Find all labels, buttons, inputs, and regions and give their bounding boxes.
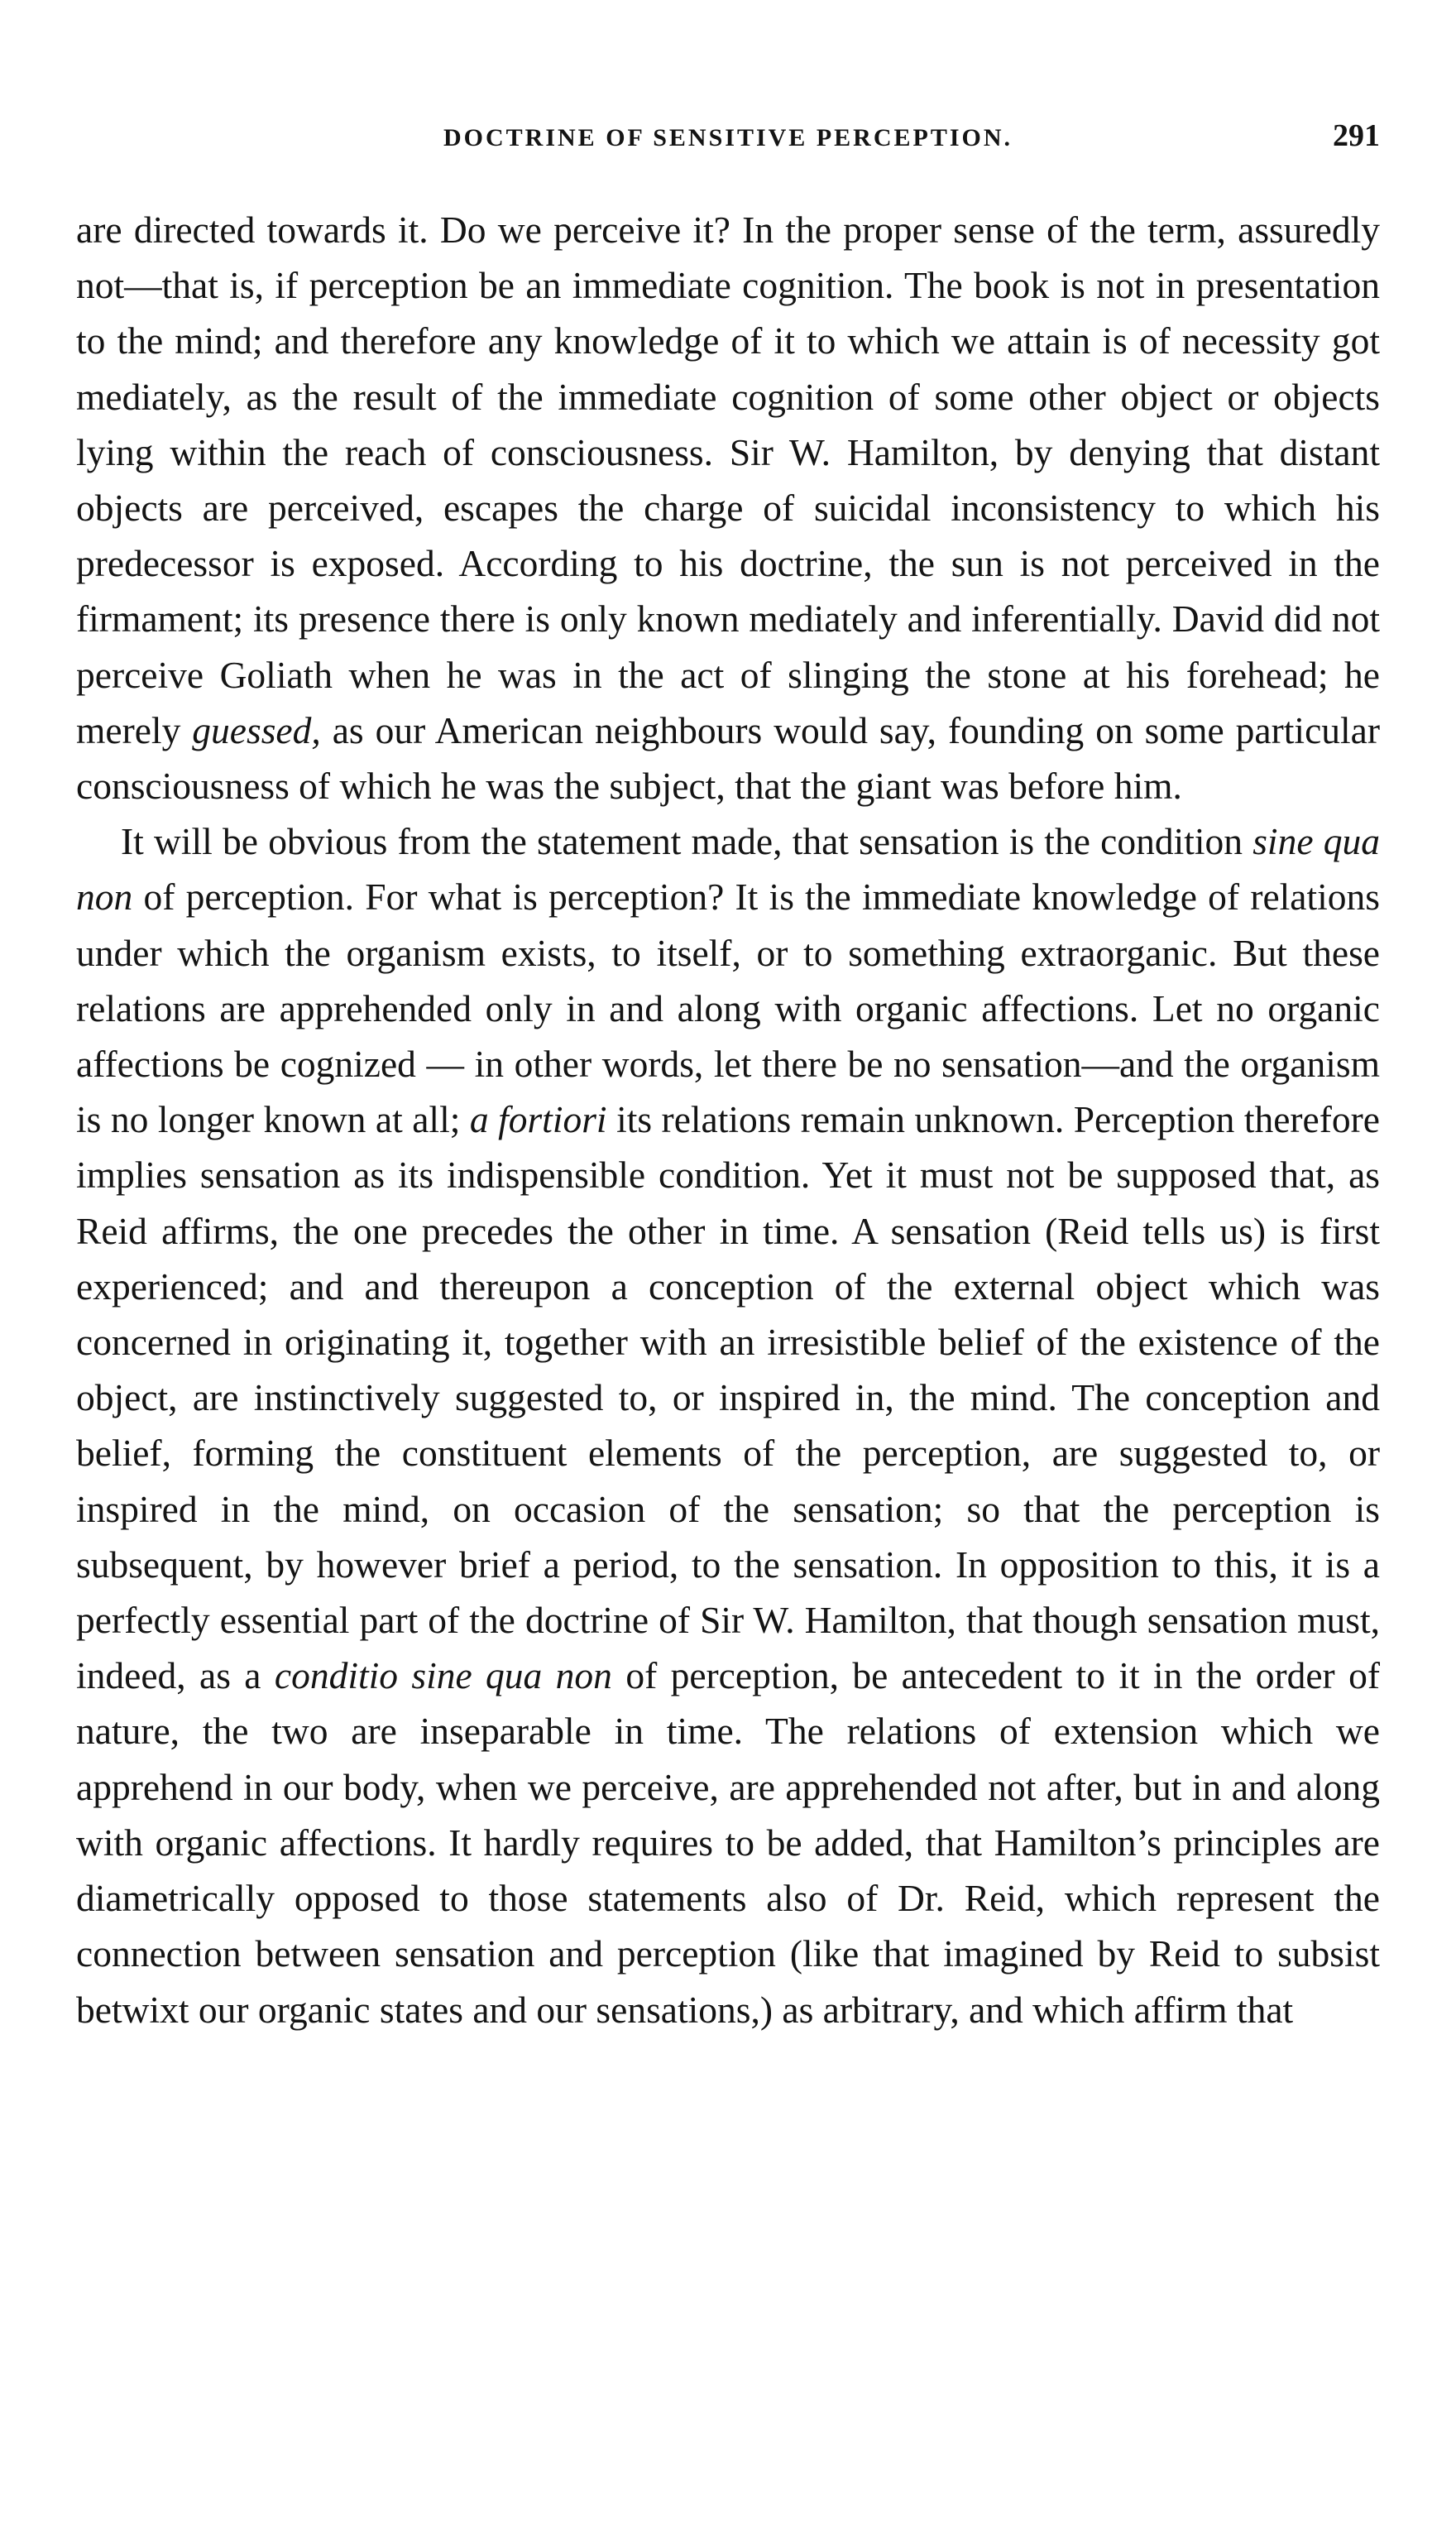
body-text	[76, 202, 1380, 2037]
paragraph-2	[76, 813, 1380, 2037]
paragraph-1-italic-guessed: guessed,	[192, 708, 321, 751]
book-page	[76, 99, 1380, 2491]
paragraph-2-text-3: its relations remain unknown. Perception therefore implies sensation as its indispensible condition. Yet it must not be supposed that, as Reid affirms, the one precedes the other in time. A sensation (Reid tells us) is first experienced; and and thereupon a conception of the external object which was concerned in originating it, together with an irresistible belief of the existence of the object, are instinctively suggested to, or inspired in, the mind. The conception and belief, forming the constituent elements of the perception, are suggested to, or inspired in the mind, on occasion of the sensation; so that the perception is subsequent, by however brief a period, to the sensation. In opposition to this, it is a perfectly essential part of the doctrine of Sir W. Hamilton, that though sensation must, indeed, as a	[76, 1098, 1380, 1697]
paragraph-2-text-2: of perception. For what is perception? It is the immediate knowledge of relations under which the organism exists, to itself, or to something extraorganic. But these relations are apprehended only in and along with organic affections. Let no organic affections be cognized — in other words, let there be no sensation—and the organism is no longer known at all;	[76, 876, 1380, 1141]
paragraph-1-text-2: as our American neighbours would say, founding on some particular consciousness of which he was the subject, that the giant was before him.	[76, 708, 1380, 808]
paragraph-2-italic-sine-qua-non: sine qua non	[76, 820, 1380, 919]
paragraph-2-italic-conditio-sine-qua-non: conditio sine qua non	[274, 1654, 612, 1697]
paragraph-2-text-1: It will be obvious from the statement made, that sensation is the condition	[121, 820, 1253, 863]
running-head	[76, 99, 1380, 174]
paragraph-1	[76, 202, 1380, 813]
paragraph-2-italic-a-fortiori: a fortiori	[469, 1098, 607, 1141]
page-number: 291	[1333, 118, 1380, 153]
paragraph-1-text-1: are directed towards it. Do we perceive it? In the proper sense of the term, assuredly not—that is, if perception be an immediate cognition. The book is not in presentation to the mind; and therefore any knowledge of it to which we attain is of necessity got mediately, as the result of the immediate cognition of some other object or objects lying within the reach of consciousness. Sir W. Hamilton, by denying that distant objects are perceived, escapes the charge of suicidal inconsistency to which his predecessor is exposed. According to his doctrine, the sun is not perceived in the firmament; its presence there is only known mediately and inferentially. David did not perceive Goliath when he was in the act of slinging the stone at his forehead; he merely	[76, 209, 1380, 751]
paragraph-2-text-4: of perception, be antecedent to it in the order of nature, the two are inseparable in time. The relations of extension which we apprehend in our body, when we perceive, are apprehended not after, but in and along with organic affections. It hardly requires to be added, that Hamilton’s principles are diametrically opposed to those statements also of Dr. Reid, which represent the connection between sensation and perception (like that imagined by Reid to subsist betwixt our organic states and our sensations,) as arbitrary, and which affirm that	[76, 1654, 1380, 2031]
running-title: DOCTRINE OF SENSITIVE PERCEPTION.	[443, 124, 1013, 151]
